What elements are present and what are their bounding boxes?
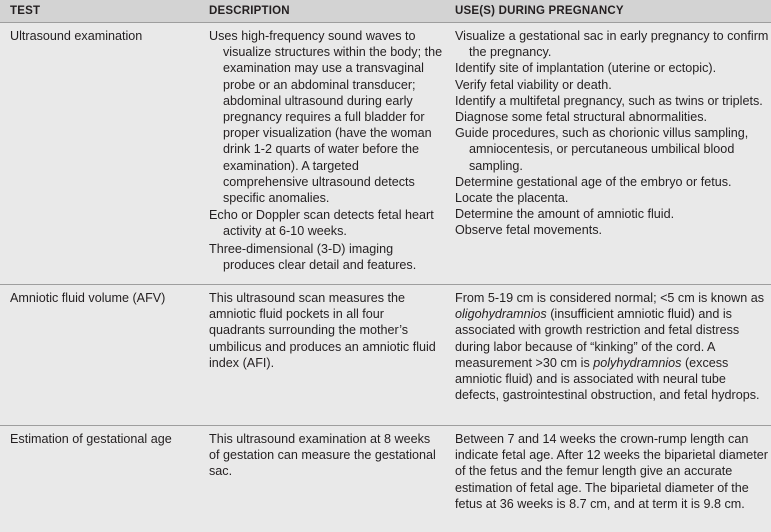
description-paragraph: This ultrasound examination at 8 weeks of gestation can measure the gestational sac. xyxy=(209,432,436,479)
use-item: Determine the amount of amniotic fluid. xyxy=(455,207,675,222)
use-item: Locate the placenta. xyxy=(455,191,569,206)
use-item: Identify site of implantation (uterine or ectopic). xyxy=(455,61,717,76)
term-polyhydramnios: polyhydramnios xyxy=(593,355,682,370)
table-header xyxy=(0,0,771,23)
description-cell xyxy=(198,23,443,284)
use-text-part: (excess amniotic fluid) and is associated with neural tube defects, gastrointestinal obstruction, and fetal hydrops. xyxy=(455,355,760,403)
test-name: Estimation of gestational age xyxy=(10,432,172,446)
use-item: Diagnose some fetal structural abnormalities. xyxy=(455,110,707,125)
description-cell xyxy=(198,285,443,425)
description-paragraph: Echo or Doppler scan detects fetal heart activity at 6-10 weeks. xyxy=(209,208,434,239)
description-cell xyxy=(198,426,443,532)
table-row-gestational-age xyxy=(0,426,771,532)
use-item: Visualize a gestational sac in early pregnancy to confirm the pregnancy. xyxy=(455,29,769,60)
uses-cell xyxy=(443,426,771,532)
use-text xyxy=(455,290,769,403)
use-item: Guide procedures, such as chorionic villus sampling, amniocentesis, or percutaneous umbilical blood sampling. xyxy=(455,126,749,173)
header-description: DESCRIPTION xyxy=(209,4,290,17)
description-paragraph: This ultrasound scan measures the amniotic fluid pockets in all four quadrants surrounding the mother’s umbilicus and produces an amniotic fluid index (AFI). xyxy=(209,291,436,370)
uses-cell xyxy=(443,23,771,284)
use-item: Observe fetal movements. xyxy=(455,223,602,238)
test-name: Ultrasound examination xyxy=(10,29,143,43)
term-oligohydramnios: oligohydramnios xyxy=(455,307,547,322)
use-item: Verify fetal viability or death. xyxy=(455,77,612,92)
use-item: Identify a multifetal pregnancy, such as twins or triplets. xyxy=(455,93,763,108)
header-test: TEST xyxy=(10,4,41,17)
uses-cell xyxy=(443,285,771,425)
table-row-afv xyxy=(0,285,771,426)
use-text: Between 7 and 14 weeks the crown-rump length can indicate fetal age. After 12 weeks the biparietal diameter of the fetus and the femur length give an accurate estimation of fetal age. The biparietal diameter of the fetus at 36 weeks is 8.7 cm, and at term it is 9.8 cm. xyxy=(455,432,768,511)
use-item: Determine gestational age of the embryo or fetus. xyxy=(455,174,732,189)
table-row-ultrasound xyxy=(0,23,771,285)
description-paragraph: Uses high-frequency sound waves to visualize structures within the body; the examination may use a transvaginal probe or an abdominal transducer; abdominal ultrasound during early pregnancy requires a full bladder for proper visualization (have the woman drink 1-2 quarts of water before the examination). A targeted comprehensive ultrasound detects specific anomalies. xyxy=(209,29,443,206)
use-text-part: From 5-19 cm is considered normal; <5 cm is known as xyxy=(455,291,765,305)
test-name: Amniotic fluid volume (AFV) xyxy=(10,291,166,305)
use-text-part: (insufficient amniotic fluid) and is associated with growth restriction and fetal distress during labor because of “kinking” of the cord. A measurement >30 cm is xyxy=(455,307,740,370)
description-paragraph: Three-dimensional (3-D) imaging produces clear detail and features. xyxy=(209,241,417,272)
header-uses: USE(S) DURING PREGNANCY xyxy=(455,4,624,17)
